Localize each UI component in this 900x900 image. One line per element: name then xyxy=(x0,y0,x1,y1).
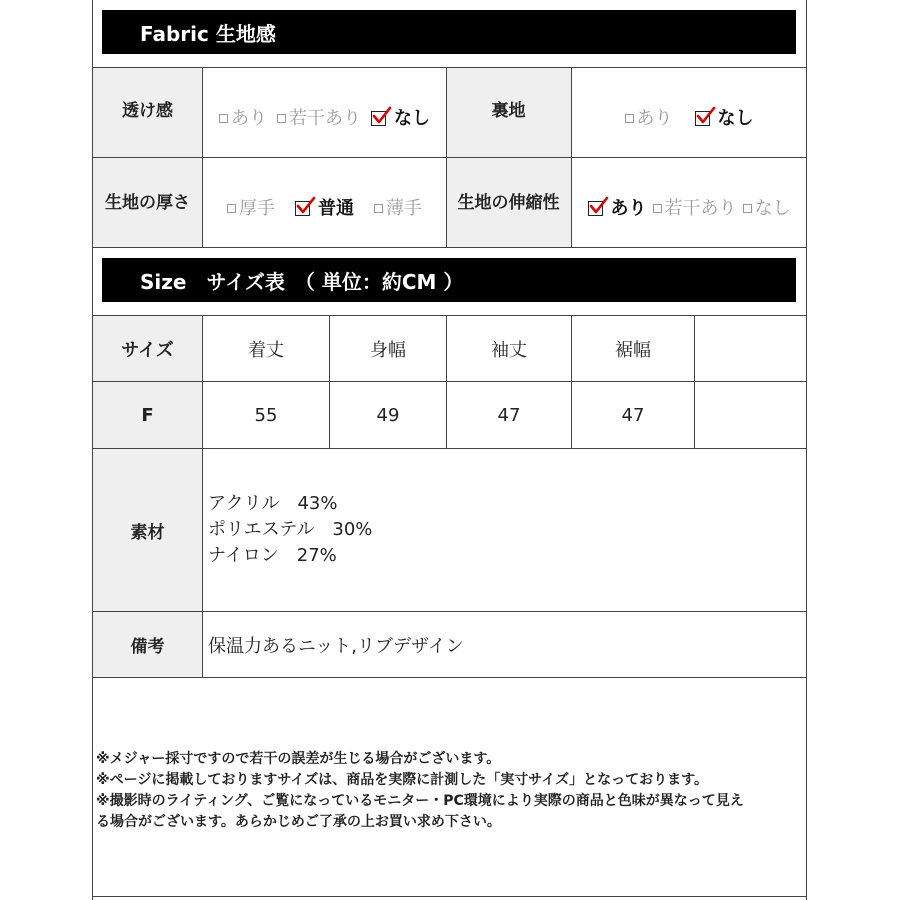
stretch-options xyxy=(572,158,806,255)
size-header-hem: 裾幅 xyxy=(615,339,651,361)
size-value-sleeve: 47 xyxy=(497,404,521,426)
bottom-border xyxy=(92,896,807,897)
unchecked-box-icon xyxy=(277,114,286,123)
size-header-empty xyxy=(695,316,806,381)
note-line: る場合がございます。あらかじめご了承の上お買い求め下さい。 xyxy=(96,814,501,830)
unchecked-box-icon xyxy=(374,204,383,213)
size-value-width: 49 xyxy=(376,404,400,426)
unchecked-box-icon xyxy=(625,114,634,123)
material-line: アクリル 43% xyxy=(208,493,338,514)
thickness-option-thick[interactable]: 厚手 xyxy=(227,194,275,220)
thickness-options xyxy=(203,158,446,255)
size-header-sleeve: 袖丈 xyxy=(491,339,527,361)
outer-border-right xyxy=(806,0,807,900)
size-value-length: 55 xyxy=(254,404,278,426)
size-value-hem: 47 xyxy=(621,404,645,426)
stretch-option-slight[interactable]: 若干あり xyxy=(653,194,737,220)
size-header-width: 身幅 xyxy=(370,339,406,361)
unchecked-box-icon xyxy=(653,204,662,213)
size-header-size: サイズ xyxy=(121,339,174,361)
unchecked-box-icon xyxy=(743,204,752,213)
fabric-section-title xyxy=(102,10,796,54)
notes-block xyxy=(96,749,804,833)
material-line: ナイロン 27% xyxy=(208,545,337,566)
sheerness-label: 透け感 xyxy=(122,101,173,121)
unchecked-box-icon xyxy=(227,204,236,213)
size-row-label: F xyxy=(141,404,154,426)
checked-box-icon xyxy=(371,107,391,127)
size-title-text: Size サイズ表 （ 単位：約CM ） xyxy=(140,269,464,294)
stretch-label: 生地の伸縮性 xyxy=(457,193,560,213)
material-list xyxy=(208,491,372,569)
unchecked-box-icon xyxy=(219,114,228,123)
material-label: 素材 xyxy=(130,522,165,543)
lining-options xyxy=(572,68,806,165)
note-line: ※撮影時のライティング、ご覧になっているモニター・PC環境により実際の商品と色味が異なって見え xyxy=(96,793,744,809)
sheerness-option-slight[interactable]: 若干あり xyxy=(277,104,361,130)
checked-box-icon xyxy=(588,197,608,217)
checked-box-icon xyxy=(695,107,715,127)
lining-option-yes[interactable]: あり xyxy=(625,104,673,130)
note-line: ※ページに掲載しておりますサイズは、商品を実際に計測した「実寸サイズ」となっております。 xyxy=(96,772,708,788)
thickness-option-thin[interactable]: 薄手 xyxy=(374,194,422,220)
thickness-option-normal[interactable]: 普通 xyxy=(295,194,354,220)
sheerness-options xyxy=(203,68,446,165)
remarks-text: 保温力あるニット,リブデザイン xyxy=(208,635,464,657)
fabric-title-text: Fabric 生地感 xyxy=(140,21,276,46)
size-section-title xyxy=(102,258,796,302)
sheerness-option-yes[interactable]: あり xyxy=(219,104,267,130)
checked-box-icon xyxy=(295,197,315,217)
size-header-length: 着丈 xyxy=(248,339,284,361)
stretch-option-no[interactable]: なし xyxy=(743,194,791,220)
lining-label: 裏地 xyxy=(491,101,526,121)
thickness-label: 生地の厚さ xyxy=(105,193,190,213)
note-line: ※メジャー採寸ですので若干の誤差が生じる場合がございます。 xyxy=(96,751,501,767)
sheerness-option-no[interactable]: なし xyxy=(371,104,430,130)
lining-option-no[interactable]: なし xyxy=(695,104,754,130)
remarks-label: 備考 xyxy=(130,637,165,657)
material-line: ポリエステル 30% xyxy=(208,519,373,540)
size-value-empty xyxy=(695,382,806,448)
stretch-option-yes[interactable]: あり xyxy=(588,194,647,220)
